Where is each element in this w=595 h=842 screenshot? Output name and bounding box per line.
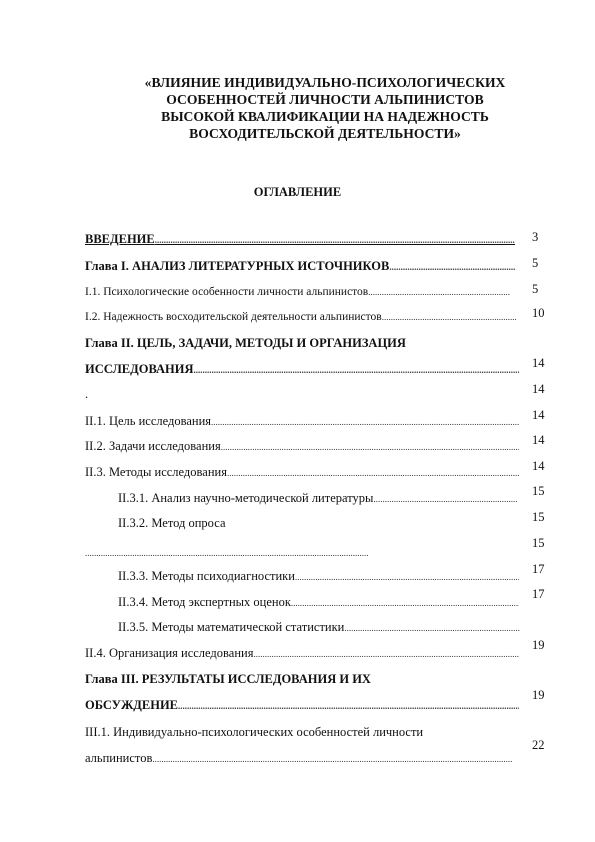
leader-dots — [295, 569, 519, 584]
title-line: ВЫСОКОЙ КВАЛИФИКАЦИИ НА НАДЕЖНОСТЬ — [161, 109, 489, 124]
leader-dots — [221, 439, 519, 454]
toc-entry-2-4 — [85, 646, 519, 661]
toc-entry-2-3-5 — [118, 620, 520, 635]
title-line: ВОСХОДИТЕЛЬСКОЙ ДЕЯТЕЛЬНОСТИ» — [189, 126, 461, 141]
leader-dots — [155, 232, 515, 247]
page-number: 19 — [532, 638, 545, 652]
leader-dots — [291, 595, 519, 610]
page-number: 17 — [532, 562, 545, 576]
toc-entry-label: ИССЛЕДОВАНИЯ — [85, 362, 194, 376]
toc-entry-label: альпинистов — [85, 751, 153, 765]
toc-entry-2-2 — [85, 439, 519, 454]
toc-heading: ОГЛАВЛЕНИЕ — [253, 185, 342, 199]
page-number: 14 — [532, 382, 545, 396]
leader-dots — [373, 491, 517, 506]
leader-dots — [194, 362, 520, 377]
toc-entry-label: II.3. Методы исследования — [85, 465, 227, 479]
page-number: 5 — [532, 282, 539, 296]
page-number: 19 — [532, 688, 545, 702]
leader-dots — [368, 286, 510, 298]
toc-entry-label: I.2. Надежность восходительской деятельности альпинистов — [85, 311, 382, 323]
page-number: 14 — [532, 433, 545, 447]
leader-dots — [344, 620, 520, 635]
toc-entry-chapter-1 — [85, 259, 515, 274]
toc-entry-1-1 — [85, 286, 510, 298]
toc-entry-chapter-2: Глава II. ЦЕЛЬ, ЗАДАЧИ, МЕТОДЫ И ОРГАНИЗАЦИЯ — [85, 336, 406, 350]
toc-entry-label: II.3.4. Метод экспертных оценок — [118, 595, 291, 609]
page-number: 14 — [532, 459, 545, 473]
leader-dots — [389, 259, 515, 274]
toc-entry-2-3-1 — [118, 491, 517, 506]
page-number: 15 — [532, 536, 545, 550]
toc-entry-1-2 — [85, 311, 517, 323]
toc-entry-chapter-3-cont — [85, 698, 519, 713]
toc-entry-label: II.1. Цель исследования — [85, 414, 212, 428]
page-number: 10 — [532, 306, 545, 320]
page-number: 15 — [532, 510, 545, 524]
toc-entry-3-1: III.1. Индивидуально-психологических особенностей личности — [85, 725, 424, 739]
toc-entry-2-3-4 — [118, 595, 519, 610]
page-number: 5 — [532, 256, 539, 270]
page-number: 17 — [532, 587, 545, 601]
page-number: 22 — [532, 738, 545, 752]
toc-entry-label: II.3.5. Методы математической статистики — [118, 620, 345, 634]
toc-entry-chapter-2-cont — [85, 362, 519, 377]
toc-entry-label: ВВЕДЕНИЕ — [85, 232, 155, 246]
title-line: ОСОБЕННОСТЕЙ ЛИЧНОСТИ АЛЬПИНИСТОВ — [166, 92, 484, 107]
document-title — [120, 74, 530, 142]
toc-entry-chapter-3: Глава III. РЕЗУЛЬТАТЫ ИССЛЕДОВАНИЯ И ИХ — [85, 672, 371, 686]
toc-entry-2-3-3 — [118, 569, 519, 584]
leader-dots — [85, 543, 369, 561]
toc-entry-label: Глава I. АНАЛИЗ ЛИТЕРАТУРНЫХ ИСТОЧНИКОВ — [85, 259, 390, 273]
toc-entry-label: I.1. Психологические особенности личности альпинистов — [85, 286, 369, 298]
toc-entry-2-3-2: II.3.2. Метод опроса — [118, 516, 226, 530]
toc-entry-3-1-cont — [85, 751, 513, 766]
toc-entry-label: ОБСУЖДЕНИЕ — [85, 698, 179, 712]
leader-dots — [152, 751, 513, 766]
leader-dots — [178, 698, 519, 713]
stray-dot: . — [85, 387, 89, 401]
toc-entry-introduction — [85, 232, 515, 247]
toc-entry-label: II.4. Организация исследования — [85, 646, 254, 660]
leader-dots — [382, 311, 517, 323]
toc-entry-label: II.2. Задачи исследования — [85, 439, 221, 453]
title-line: «ВЛИЯНИЕ ИНДИВИДУАЛЬНО-ПСИХОЛОГИЧЕСКИХ — [144, 75, 506, 90]
leader-dots — [211, 414, 519, 429]
leader-dots — [227, 465, 519, 480]
page-number: 3 — [532, 230, 539, 244]
page-number: 15 — [532, 484, 545, 498]
toc-entry-label: II.3.3. Методы психодиагностики — [118, 569, 295, 583]
toc-entry-2-1 — [85, 414, 519, 429]
page-number: 14 — [532, 408, 545, 422]
page-number: 14 — [532, 356, 545, 370]
toc-entry-label: II.3.1. Анализ научно-методической литературы — [118, 491, 374, 505]
leader-dots — [253, 646, 519, 661]
toc-entry-2-3 — [85, 465, 519, 480]
